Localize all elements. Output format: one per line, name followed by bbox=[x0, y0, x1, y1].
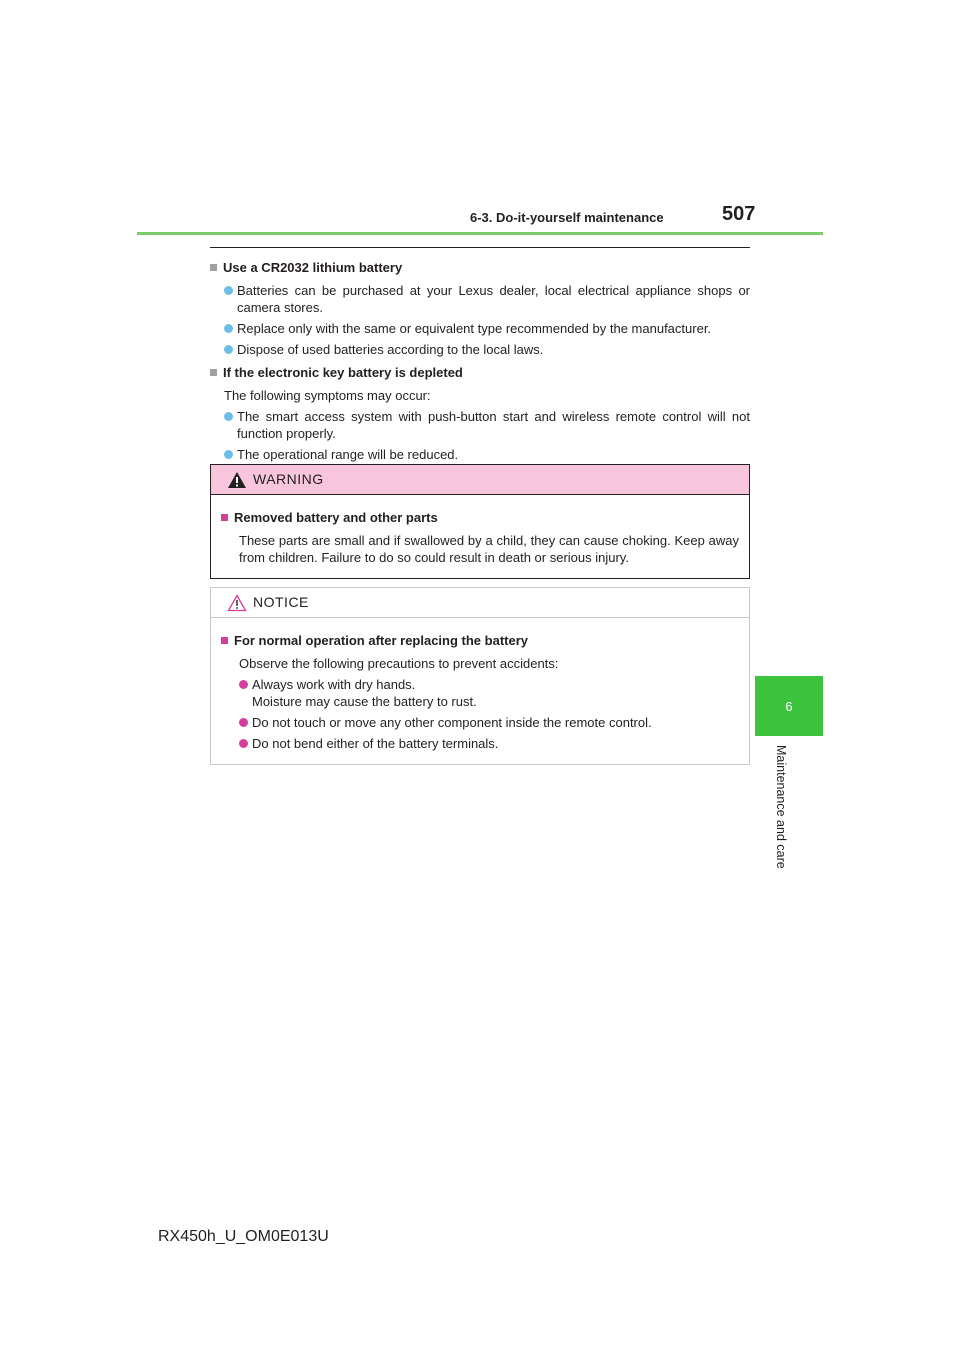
heading-text: If the electronic key battery is depleted bbox=[223, 365, 463, 380]
circle-bullet-icon bbox=[224, 412, 233, 421]
chapter-number: 6 bbox=[785, 698, 793, 714]
circle-bullet-icon bbox=[224, 286, 233, 295]
warning-text: These parts are small and if swallowed by a child, they can cause choking. Keep away from children. Failure to do so could result in death or serious injury. bbox=[239, 533, 739, 565]
list-item-text: The smart access system with push-button start and wireless remote control will not function properly. bbox=[237, 409, 750, 441]
circle-bullet-icon bbox=[239, 739, 248, 748]
list-item-line: Always work with dry hands. bbox=[252, 677, 416, 692]
circle-bullet-icon bbox=[224, 450, 233, 459]
notice-heading bbox=[221, 630, 739, 651]
section-battery-type bbox=[210, 257, 750, 463]
list-item bbox=[239, 735, 739, 752]
list-item bbox=[224, 408, 750, 442]
caution-triangle-icon bbox=[227, 594, 247, 612]
heading-text: For normal operation after replacing the battery bbox=[234, 633, 528, 648]
warning-box bbox=[210, 464, 750, 579]
list-item bbox=[224, 320, 750, 337]
list-item-text: Replace only with the same or equivalent type recommended by the manufacturer. bbox=[237, 321, 712, 336]
list-item bbox=[239, 714, 739, 731]
circle-bullet-icon bbox=[239, 680, 248, 689]
warning-label: WARNING bbox=[253, 471, 324, 487]
notice-box bbox=[210, 587, 750, 765]
header-divider bbox=[137, 232, 823, 235]
chapter-title-vertical: Maintenance and care bbox=[774, 745, 788, 869]
list-item-text: Do not bend either of the battery terminals. bbox=[252, 736, 499, 751]
list-item bbox=[239, 676, 739, 710]
square-bullet-icon bbox=[210, 369, 217, 376]
circle-bullet-icon bbox=[224, 324, 233, 333]
list-item-text: The operational range will be reduced. bbox=[237, 447, 459, 462]
warning-heading bbox=[221, 507, 739, 528]
notice-header bbox=[211, 588, 749, 618]
notice-body bbox=[211, 618, 749, 764]
chapter-tab[interactable] bbox=[755, 676, 823, 736]
list-item-text bbox=[252, 676, 739, 710]
notice-intro: Observe the following precautions to prevent accidents: bbox=[239, 656, 559, 671]
list-item-text: Do not touch or move any other component inside the remote control. bbox=[252, 715, 652, 730]
square-bullet-icon bbox=[221, 637, 228, 644]
manual-code: RX450h_U_OM0E013U bbox=[158, 1228, 329, 1245]
list-item-text: Batteries can be purchased at your Lexus dealer, local electrical appliance shops or camera stores. bbox=[237, 283, 750, 315]
list-item-text: Dispose of used batteries according to the local laws. bbox=[237, 342, 544, 357]
list-item bbox=[224, 446, 750, 463]
section-intro: The following symptoms may occur: bbox=[224, 388, 431, 403]
heading-text: Removed battery and other parts bbox=[234, 510, 438, 525]
warning-body bbox=[211, 495, 749, 578]
section-heading bbox=[210, 257, 750, 278]
square-bullet-icon bbox=[210, 264, 217, 271]
circle-bullet-icon bbox=[224, 345, 233, 354]
list-item-subline: Moisture may cause the battery to rust. bbox=[252, 694, 477, 709]
warning-header bbox=[211, 465, 749, 495]
content-divider bbox=[210, 247, 750, 248]
circle-bullet-icon bbox=[239, 718, 248, 727]
page-number: 507 bbox=[722, 203, 756, 225]
section-header-title: 6-3. Do-it-yourself maintenance bbox=[470, 210, 664, 225]
heading-text: Use a CR2032 lithium battery bbox=[223, 260, 403, 275]
list-item bbox=[224, 282, 750, 316]
square-bullet-icon bbox=[221, 514, 228, 521]
section-heading bbox=[210, 362, 750, 383]
notice-label: NOTICE bbox=[253, 594, 309, 610]
warning-triangle-icon bbox=[227, 471, 247, 489]
list-item bbox=[224, 341, 750, 358]
